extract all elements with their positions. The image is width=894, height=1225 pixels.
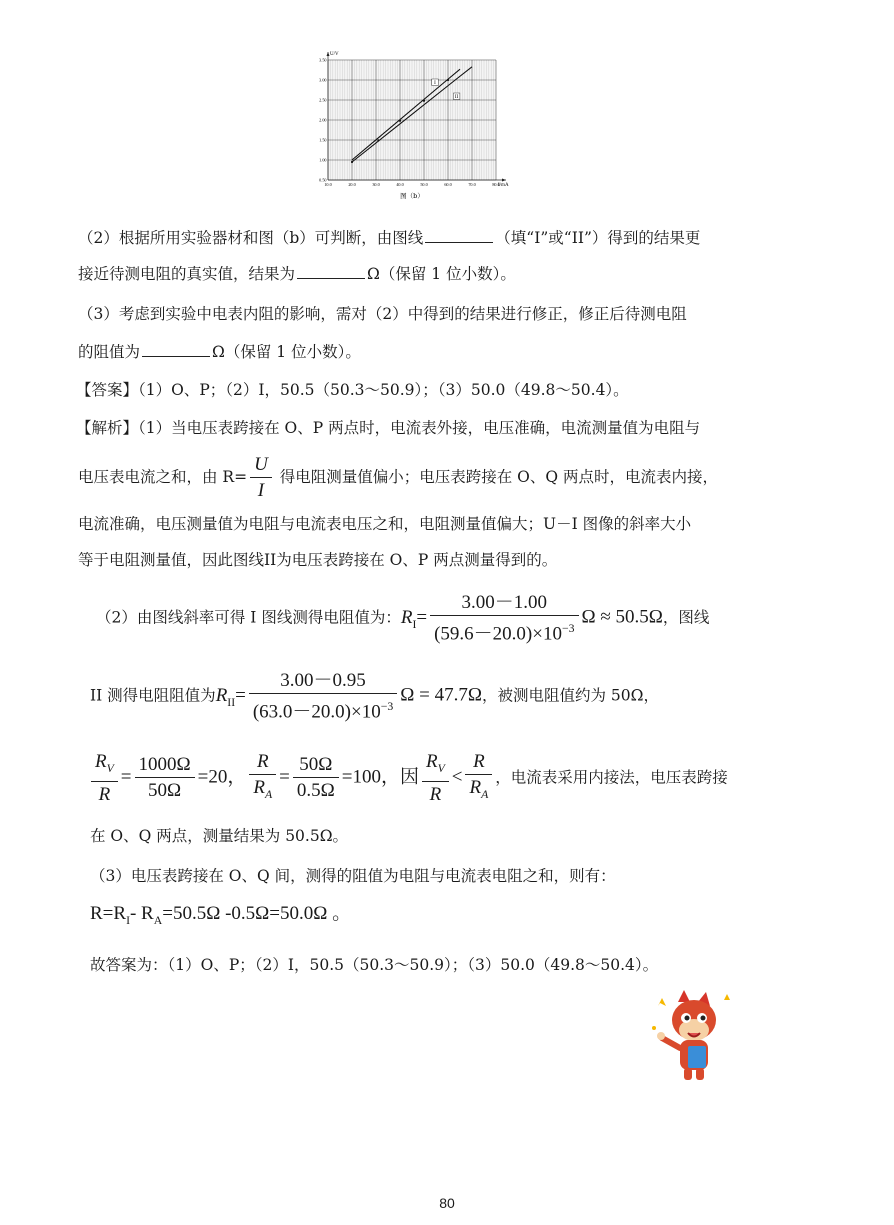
u-i-graph <box>308 46 530 206</box>
cartoon-mascot-icon <box>648 988 738 1088</box>
final-answer: 故答案为：（1）O、P；（2）I，50.5（50.3～50.9）；（3）50.0（49.8～50.4）。 <box>90 956 659 974</box>
answer-line <box>76 380 629 400</box>
50-over-0.5: $\frac{50\Omega}{0.5\Omega}$ <box>293 755 339 801</box>
rv-over-r-2: $\frac{R_V}{R}$ <box>422 752 449 805</box>
answer-text: （1）O、P；（2）I，50.5（50.3～50.9）；（3）50.0（49.8～50.4）。 <box>138 381 629 399</box>
analysis-text-1: （1）当电压表跨接在 O、P 两点时，电流表外接，电压准确，电流测量值为电阻与 <box>138 419 701 437</box>
y-tick-label: 2.50 <box>319 97 327 103</box>
question-3-line-2 <box>78 342 361 362</box>
r1-tail: ，图线 <box>662 608 710 627</box>
final-formula: $R=R_I-$ $R_A=50.5\Omega$ -0.5Ω=50.0Ω 。 <box>90 903 352 927</box>
data-point <box>377 139 379 141</box>
q3-text-a: 的阻值为 <box>78 343 141 361</box>
r2-fraction: $\frac{3.00-0.95}{(63.0-20.0)\times 10^{-3}}$ <box>249 671 397 722</box>
r-over-ra-2: $\frac{R}{R_A}$ <box>465 752 492 805</box>
data-point <box>399 120 401 122</box>
y-tick-label: 3.00 <box>319 77 327 83</box>
x-tick-label: 10.0 <box>324 182 332 187</box>
question-3-line-1: （3）考虑到实验中电表内阻的影响，需对（2）中得到的结果进行修正，修正后待测电阻 <box>78 305 687 323</box>
series-label-II: II <box>454 95 459 100</box>
analysis-line-3: 电流准确，电压测量值为电阻与电流表电压之和，电阻测量值偏大；U－I 图像的斜率大小 <box>78 515 692 533</box>
q2-text-c: 接近待测电阻的真实值，结果为 <box>78 265 296 283</box>
x-tick-label: 70.0 <box>468 182 476 187</box>
x-tick-label: 80.0 <box>492 182 500 187</box>
frac-denominator: I <box>257 480 265 501</box>
series-line-I <box>352 69 460 160</box>
y-tick-label: 0.50 <box>319 177 327 183</box>
data-point <box>447 79 449 81</box>
ratio-result-2: =100，因 <box>341 766 419 788</box>
q2-text-a: （2）根据所用实验器材和图（b）可判断，由图线 <box>78 229 424 247</box>
series-label-I: I <box>434 81 436 86</box>
analysis-line-6: （3）电压表跨接在 O、Q 间，测得的阻值为电阻与电流表电阻之和，则有： <box>90 867 616 885</box>
r1-symbol: $R_I=$ <box>400 606 428 631</box>
analysis-label: 【解析】 <box>76 419 139 437</box>
analysis-line-4: 等于电阻测量值，因此图线II为电压表跨接在 O、P 两点测量得到的。 <box>78 551 558 569</box>
data-point <box>423 100 425 102</box>
question-2-line-1 <box>78 228 700 248</box>
q2-text-d: Ω（保留 1 位小数）。 <box>367 265 516 283</box>
answer-blank-value[interactable] <box>297 264 365 279</box>
r1-text: （2）由图线斜率可得 I 图线测得电阻值为： <box>96 608 401 627</box>
r-over-ra: $\frac{R}{R_A}$ <box>249 752 276 805</box>
y-tick-label: 1.50 <box>319 137 327 143</box>
chart-grid <box>328 60 496 180</box>
analysis-line-5: 在 O、Q 两点，测量结果为 50.5Ω。 <box>90 827 349 845</box>
page-number: 80 <box>439 1195 455 1211</box>
analysis-text-2b: 得电阻测量值偏小；电压表跨接在 O、Q 两点时，电流表内接， <box>274 468 719 486</box>
r2-result: Ω = 47.7Ω <box>400 684 482 706</box>
rv-over-r: $\frac{R_V}{R}$ <box>91 752 118 805</box>
r2-text: II 测得电阻阻值为 <box>90 686 216 705</box>
ratio-comparison-line: $\frac{R_V}{R}$ = $\frac{1000\Omega}{50\Omega}$ =20， $\frac{R}{R_A}$ = $\frac{50\Omega}{0.5\Omega}$ =100，因 $\frac{R_V}{R}$ < $\frac{R}{R_A}$ ，电流表采用内接法，电压表跨接 <box>88 752 728 805</box>
y-axis-label: U/V <box>330 52 339 57</box>
x-tick-label: 20.0 <box>348 182 356 187</box>
ratio-tail: ，电流表采用内接法，电压表跨接 <box>495 768 728 787</box>
ohm-law-fraction <box>250 455 272 501</box>
analysis-text-2a: 电压表电流之和，由 R= <box>78 468 248 486</box>
x-tick-label: 50.0 <box>420 182 428 187</box>
1000-over-50: $\frac{1000\Omega}{50\Omega}$ <box>135 755 195 801</box>
analysis-line-1 <box>76 418 700 438</box>
answer-blank-line[interactable] <box>425 228 493 243</box>
x-tick-label: 30.0 <box>372 182 380 187</box>
r2-symbol: $R_{II}=$ <box>215 684 246 709</box>
chart-ticks <box>319 58 499 188</box>
answer-label: 【答案】 <box>76 381 139 399</box>
x-tick-label: 60.0 <box>444 182 452 187</box>
ratio-result-1: =20， <box>197 766 247 788</box>
question-2-line-2 <box>78 264 516 284</box>
r1-result: Ω ≈ 50.5Ω <box>581 606 663 628</box>
answer-blank-corrected[interactable] <box>142 342 210 357</box>
analysis-line-2 <box>78 455 718 501</box>
r1-formula-line <box>96 593 709 644</box>
x-axis-label: I/mA <box>498 183 509 188</box>
chart-series <box>351 67 472 163</box>
y-tick-label: 3.50 <box>319 57 327 63</box>
data-point <box>351 161 353 163</box>
r2-formula-line <box>90 671 659 722</box>
y-tick-label: 2.00 <box>319 117 327 123</box>
x-tick-label: 40.0 <box>396 182 404 187</box>
figure-caption: 图（b） <box>400 192 424 200</box>
y-tick-label: 1.00 <box>319 157 327 163</box>
frac-numerator: U <box>250 455 272 478</box>
q2-text-b: （填“I”或“II”）得到的结果更 <box>495 229 701 247</box>
r2-tail: ，被测电阻值约为 50Ω， <box>481 686 659 705</box>
r1-fraction: $\frac{3.00-1.00}{(59.6-20.0)\times 10^{-3}}$ <box>430 593 578 644</box>
q3-text-b: Ω（保留 1 位小数）。 <box>212 343 361 361</box>
x-axis-arrow <box>502 179 506 182</box>
